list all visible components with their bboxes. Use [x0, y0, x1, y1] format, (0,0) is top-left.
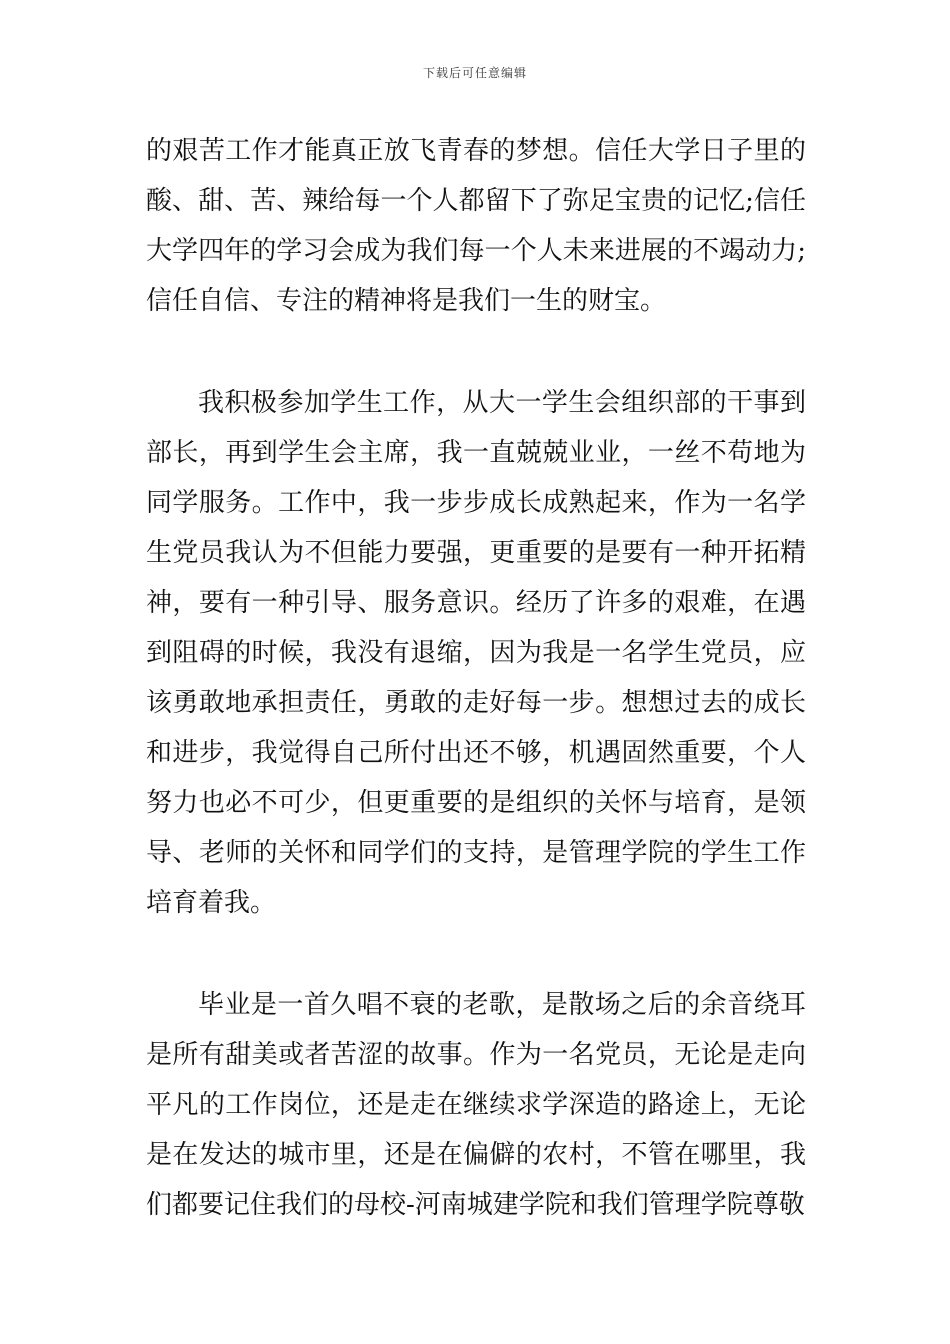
paragraph-spacer: [146, 928, 806, 980]
document-body: [146, 126, 806, 1230]
paragraph-2: 我积极参加学生工作，从大一学生会组织部的干事到部长，再到学生会主席，我一直兢兢业业，一丝不苟地为同学服务。工作中，我一步步成长成熟起来，作为一名学生党员我认为不但能力要强，更重要的是要有一种开拓精神，要有一种引导、服务意识。经历了许多的艰难，在遇到阻碍的时候，我没有退缩，因为我是一名学生党员，应该勇敢地承担责任，勇敢的走好每一步。想想过去的成长和进步，我觉得自己所付出还不够，机遇固然重要，个人努力也必不可少，但更重要的是组织的关怀与培育，是领导、老师的关怀和同学们的支持，是管理学院的学生工作培育着我。: [146, 388, 806, 918]
paragraph-1: 的艰苦工作才能真正放飞青春的梦想。信任大学日子里的酸、甜、苦、辣给每一个人都留下了弥足宝贵的记忆;信任大学四年的学习会成为我们每一个人未来进展的不竭动力;信任自信、专注的精神将是我们一生的财宝。: [146, 136, 806, 316]
paragraph-3: 毕业是一首久唱不衰的老歌，是散场之后的余音绕耳是所有甜美或者苦涩的故事。作为一名党员，无论是走向平凡的工作岗位，还是走在继续求学深造的路途上，无论是在发达的城市里，还是在偏僻的农村，不管在哪里，我们都要记住我们的母校-河南城建学院和我们管理学院尊敬: [146, 990, 806, 1220]
paragraph-spacer: [146, 326, 806, 378]
page-header: 下载后可任意编辑: [422, 66, 527, 80]
